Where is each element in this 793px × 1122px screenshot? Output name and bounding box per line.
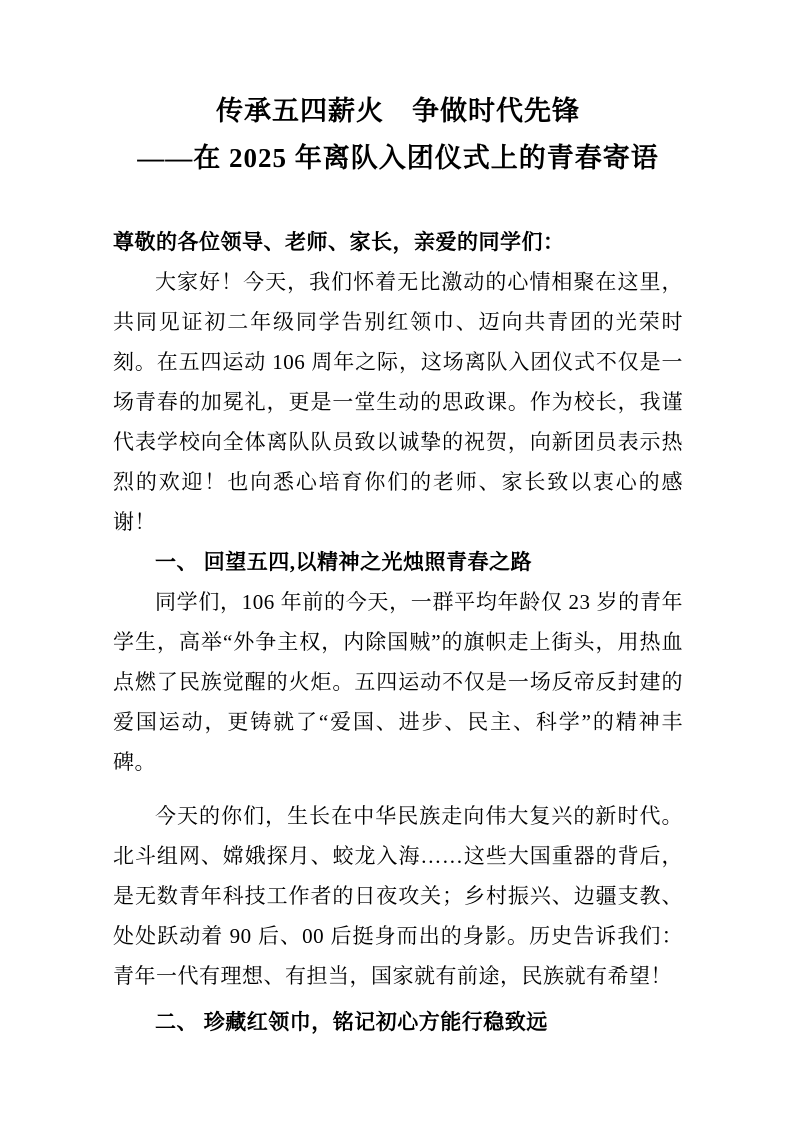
title-line-2: ——在 2025 年离队入团仪式上的青春寄语 — [137, 143, 659, 173]
paragraph-section1-history: 同学们，106 年前的今天，一群平均年龄仅 23 岁的青年学生，高举“外争主权，内除国贼”的旗帜走上街头，用热血点燃了民族觉醒的火炬。五四运动不仅是一场反帝反封建的爱国运动，更铸就了“爱国、进步、民主、科学”的精神丰碑。 — [113, 590, 683, 774]
salutation: 尊敬的各位领导、老师、家长，亲爱的同学们： — [113, 230, 565, 254]
section-heading-1: 一、 回望五四,以精神之光烛照青春之路 — [155, 550, 532, 574]
paragraph-opening: 大家好！今天，我们怀着无比激动的心情相聚在这里，共同见证初二年级同学告别红领巾、迈向共青团的光荣时刻。在五四运动 106 周年之际，这场离队入团仪式不仅是一场青春的加冕礼，更是一堂生动的思政课。作为校长，我谨代表学校向全体离队队员致以诚挚的祝贺，向新团员表示热烈的欢迎！也向悉心培育你们的老师、家长致以衷心的感谢！ — [113, 270, 683, 534]
section-heading-2: 二、 珍藏红领巾，铭记初心方能行稳致远 — [155, 1010, 548, 1034]
paragraph-section1-newera: 今天的你们，生长在中华民族走向伟大复兴的新时代。北斗组网、嫦娥探月、蛟龙入海……这些大国重器的背后，是无数青年科技工作者的日夜攻关；乡村振兴、边疆支教、处处跃动着 90 后、00 后挺身而出的身影。历史告诉我们：青年一代有理想、有担当，国家就有前途，民族就有希望！ — [113, 804, 683, 988]
document-title — [113, 88, 683, 182]
title-line-1: 传承五四薪火 争做时代先锋 — [216, 96, 580, 126]
